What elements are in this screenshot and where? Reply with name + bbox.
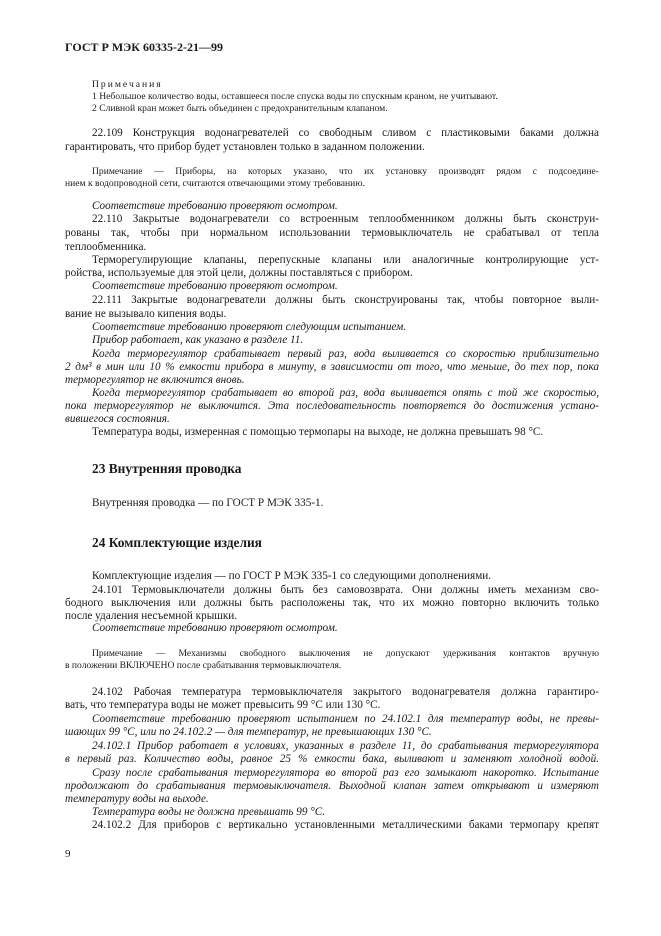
note-text: Примечание — Механизмы свободного выключения не допускают удерживания контактов вручную	[92, 648, 599, 659]
clause-24-101: 24.101 Термовыключатели должны быть без самовозврата. Они должны иметь механизм сво-	[92, 584, 599, 596]
text-line: ройства, используемые для этой цели, должны поставляться с прибором.	[65, 267, 413, 279]
compliance-text: Соответствие требованию проверяют следующим испытанием.	[92, 321, 407, 333]
section-heading-24: 24 Комплектующие изделия	[92, 535, 262, 550]
text-line: вание не вызывало кипения воды.	[65, 308, 227, 320]
note-text: Примечание — Приборы, на которых указано, что их установку производят рядом с подсоедине-	[92, 166, 599, 177]
note-item: 2 Сливной кран может быть объединен с предохранительным клапаном.	[92, 103, 388, 114]
clause-24-102-2: 24.102.2 Для приборов с вертикально установленными металлическими баками термопару крепят	[92, 819, 599, 831]
text-line: рованы так, чтобы при нормальном использовании термовыключатель не срабатывал от тепла	[65, 227, 599, 239]
compliance-text: Соответствие требованию проверяют осмотром.	[92, 280, 338, 292]
text-line: теплообменника.	[65, 241, 147, 253]
clause-22-110: 22.110 Закрытые водонагреватели со встроенным теплообменником должны быть сконструи-	[92, 213, 599, 225]
page-number: 9	[65, 848, 71, 860]
clause-24-102: 24.102 Рабочая температура термовыключателя закрытого водонагревателя должна гарантиро-	[92, 686, 599, 698]
test-text: терморегулятор не включится вновь.	[65, 374, 245, 386]
test-text: 2 дм³ в мин или 10 % емкости прибора в минуту, в зависимости от того, что меньше, до тех пор, пока	[65, 361, 599, 373]
note-text: нием к водопроводной сети, считаются отвечающими этому требованию.	[65, 178, 365, 189]
text-line: Внутренняя проводка — по ГОСТ Р МЭК 335-1.	[92, 497, 324, 509]
note-heading: Примечания	[92, 79, 163, 90]
text-line: Температура воды, измеренная с помощью термопары на выходе, не должна превышать 98 °С.	[92, 426, 544, 438]
test-text: Когда терморегулятор срабатывает первый раз, вода выливается со скоростью приблизительно	[92, 348, 599, 360]
note-text: в положении ВКЛЮЧЕНО после срабатывания термовыключателя.	[65, 660, 342, 671]
test-text: Когда терморегулятор срабатывает во второй раз, вода выливается опять с той же скоростью,	[92, 387, 599, 399]
clause-22-111: 22.111 Закрытые водонагреватели должны быть сконструированы так, чтобы повторное выли-	[92, 294, 599, 306]
test-text: в первый раз. Количество воды, равное 25 % емкости бака, выливают и заменяют холодной водой.	[65, 753, 599, 765]
text-line: гарантировать, что прибор будет установлен только в заданном положении.	[65, 141, 425, 153]
test-text: пока терморегулятор не выключится. Эта последовательность повторяется до достижения устано-	[65, 400, 599, 412]
text-line: после удаления несъемной крышки.	[65, 610, 238, 622]
compliance-text: Соответствие требованию проверяют осмотром.	[92, 200, 338, 212]
compliance-text: Соответствие требованию проверяют осмотром.	[92, 622, 338, 634]
note-item: 1 Небольшое количество воды, оставшееся после спуска воды по спускным краном, не учитывают.	[92, 91, 498, 102]
test-text: Сразу после срабатывания терморегулятора во второй раз его замыкают накоротко. Испытание	[92, 767, 599, 779]
text-line: вать, что температура воды не может превысить 99 °С или 130 °С.	[65, 699, 381, 711]
document-header: ГОСТ Р МЭК 60335-2-21—99	[65, 40, 223, 54]
compliance-text: Соответствие требованию проверяют испытанием по 24.102.1 для температур воды, не превы-	[92, 713, 599, 725]
text-line: бодного выключения или должны быть расположены так, что их можно повторно включить только	[65, 597, 599, 609]
section-heading-23: 23 Внутренняя проводка	[92, 461, 242, 476]
test-text: продолжают до срабатывания термовыключателя. Выходной клапан затем открывают и измеряют	[65, 780, 599, 792]
test-text: вившегося состояния.	[65, 413, 170, 425]
test-text: Прибор работает, как указано в разделе 11.	[92, 334, 304, 346]
test-text: Температура воды не должна превышать 99 °С.	[92, 806, 326, 818]
text-line: Комплектующие изделия — по ГОСТ Р МЭК 335-1 со следующими дополнениями.	[92, 570, 492, 582]
test-text: температуру воды на выходе.	[65, 793, 209, 805]
clause-24-102-1: 24.102.1 Прибор работает в условиях, указанных в разделе 11, до срабатывания терморегулятора	[92, 740, 599, 752]
compliance-text: шающих 99 °С, или по 24.102.2 — для температур, не превышающих 130 °С.	[65, 726, 432, 738]
text-line: Терморегулирующие клапаны, перепускные клапаны или аналогичные контролирующие уст-	[92, 254, 599, 266]
clause-22-109: 22.109 Конструкция водонагревателей со свободным сливом с пластиковыми баками должна	[92, 127, 599, 139]
